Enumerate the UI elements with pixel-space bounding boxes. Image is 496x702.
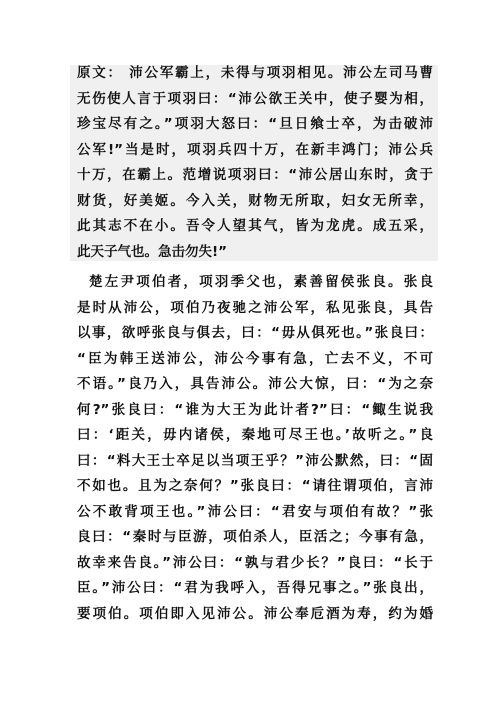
text-line: 曰：‘距关，毋内诸侯，秦地可尽王也。’故听之。”良: [77, 427, 433, 443]
text-line: 无伤使人言于项羽曰：“沛公欲王关中，使子婴为相，: [77, 90, 433, 107]
text-line: 是时从沛公，项伯乃夜驰之沛公军，私见张良，具告: [77, 299, 433, 316]
text-line: 公不敢背项王也。”沛公曰：“君安与项伯有故？”张: [77, 503, 433, 520]
text-line: 此天子气也。急击勿失!”: [77, 243, 228, 260]
text-line: 何?”张良曰：“谁为大王为此计者?”曰：“鲰生说我: [77, 401, 433, 418]
text-line: 十万，在霸上。范增说项羽曰：“沛公居山东时，贪于: [77, 167, 433, 183]
text-line: 臣。”沛公曰：“君为我呼入，吾得兄事之。”张良出，: [77, 580, 433, 596]
text-line: 此其志不在小。吾令人望其气，皆为龙虎。成五采，: [77, 218, 433, 234]
text-line: 不语。”良乃入，具告沛公。沛公大惊，曰：“为之奈: [77, 376, 433, 392]
body-paragraph: [77, 270, 433, 627]
text-line: 珍宝尽有之。”项羽大怒曰：“旦日飨士卒，为击破沛: [77, 116, 433, 132]
text-line: 良曰：“秦时与臣游，项伯杀人，臣活之；今事有急，: [77, 529, 433, 545]
text-line: 以事，欲呼张良与俱去，曰：“毋从俱死也。”张良曰：: [77, 325, 433, 341]
text-line: 曰：“料大王士卒足以当项王乎？”沛公默然，曰：“固: [77, 452, 433, 469]
text-line: 不如也。且为之奈何？”张良曰：“请往谓项伯，言沛: [77, 478, 433, 494]
text-line: 故幸来告良。”沛公曰：“孰与君少长？”良曰：“长于: [77, 554, 433, 571]
text-line: “臣为韩王送沛公，沛公今事有急，亡去不义，不可: [77, 350, 433, 367]
text-line: 要项伯。项伯即入见沛公。沛公奉卮酒为寿，约为婚: [77, 605, 433, 622]
text-line: 公军!”当是时，项羽兵四十万，在新丰鸿门；沛公兵: [77, 141, 433, 158]
text-line: 原文： 沛公军霸上，未得与项羽相见。沛公左司马曹: [77, 65, 433, 81]
text-line: 财货，好美姬。今入关，财物无所取，妇女无所幸，: [77, 192, 433, 209]
text-line: 楚左尹项伯者，项羽季父也，素善留侯张良。张良: [89, 274, 433, 290]
original-text-paragraph: [77, 61, 433, 269]
